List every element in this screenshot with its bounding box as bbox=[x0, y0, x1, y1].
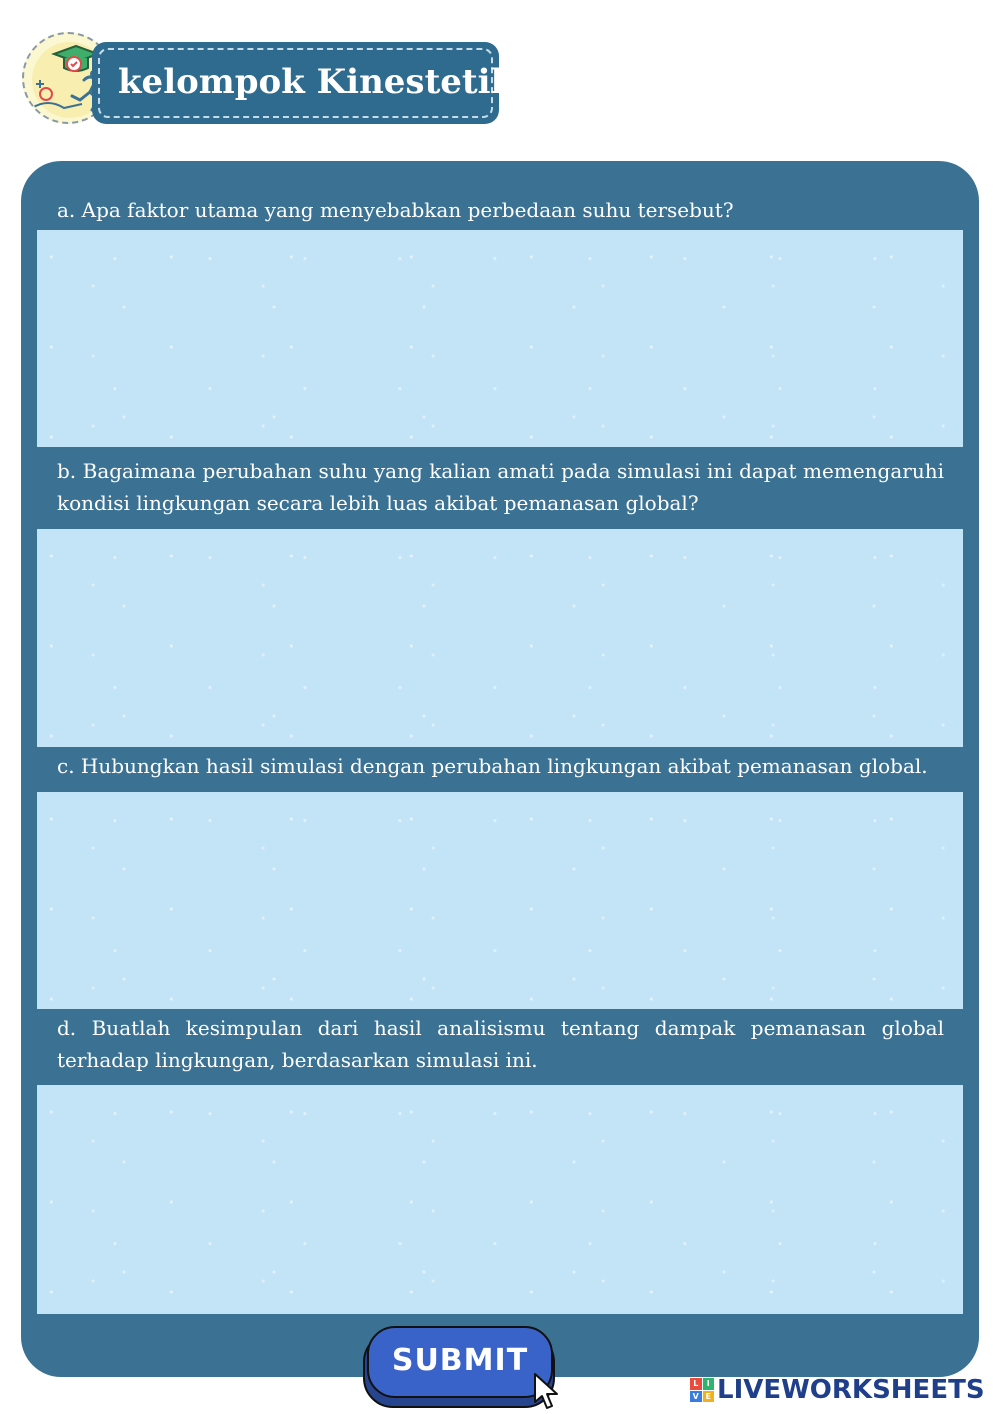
pointer-cursor-icon bbox=[531, 1372, 565, 1412]
brand-name: LIVEWORKSHEETS bbox=[717, 1375, 985, 1405]
question-d-label: d. Buatlah kesimpulan dari hasil analisismu tentang dampak pemanasan global terhadap lingkungan, berdasarkan simulasi ini. bbox=[57, 1016, 944, 1072]
brand-mark-letter: V bbox=[690, 1391, 702, 1403]
page-title: kelompok Kinestetik bbox=[118, 62, 515, 102]
brand-mark-letter: E bbox=[703, 1391, 715, 1403]
brand-mark-letter: L bbox=[690, 1378, 702, 1390]
liveworksheets-logo[interactable] bbox=[690, 1374, 990, 1406]
answer-d-field[interactable] bbox=[37, 1085, 963, 1314]
answer-b-field[interactable] bbox=[37, 529, 963, 747]
question-b-label: b. Bagaimana perubahan suhu yang kalian amati pada simulasi ini dapat memengaruhi kondisi lingkungan secara lebih luas akibat pemanasan global? bbox=[57, 459, 944, 515]
brand-mark-letter: I bbox=[703, 1378, 715, 1390]
answer-c-field[interactable] bbox=[37, 792, 963, 1009]
answer-a-field[interactable] bbox=[37, 230, 963, 447]
question-a-label: a. Apa faktor utama yang menyebabkan perbedaan suhu tersebut? bbox=[57, 198, 734, 222]
submit-button[interactable]: SUBMIT bbox=[367, 1326, 553, 1398]
question-c-label: c. Hubungkan hasil simulasi dengan perubahan lingkungan akibat pemanasan global. bbox=[57, 754, 928, 778]
submit-area bbox=[363, 1326, 563, 1412]
liveworksheets-mark-icon bbox=[690, 1378, 714, 1402]
